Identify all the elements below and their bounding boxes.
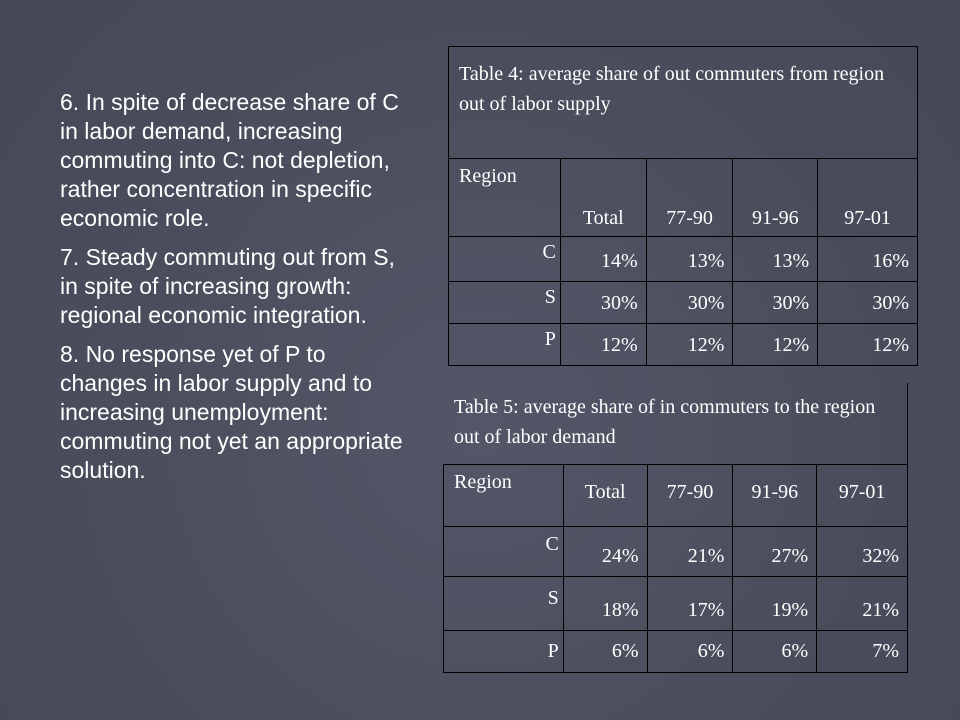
row-label: S [449,282,561,324]
table-5 [443,383,908,673]
table-5-col-header: 97-01 [817,465,908,527]
table-cell: 27% [733,527,817,577]
table-cell: 14% [560,237,646,282]
table-5-title: Table 5: average share of in commuters to the region out of labor demand [444,384,908,465]
table-5-col-header: Total [563,465,647,527]
table-row [444,577,908,631]
table-4-region-header: Region [449,159,561,237]
bullet-6: 6. In spite of decrease share of C in labor demand, increasing commuting into C: not depletion, rather concentration in specific economic role. [60,89,399,231]
table-5-col-header: 77-90 [647,465,733,527]
table-cell: 6% [647,631,733,673]
table-cell: 6% [733,631,817,673]
row-label: P [444,631,564,673]
table-cell: 7% [817,631,908,673]
table-4-col-header: 77-90 [646,159,733,237]
row-label: C [449,237,561,282]
bullet-list [60,88,410,495]
table-5-region-header: Region [444,465,564,527]
row-label: P [449,324,561,366]
table-4-title: Table 4: average share of out commuters from region out of labor supply [449,47,918,159]
table-cell: 13% [733,237,818,282]
row-label: C [444,527,564,577]
table-cell: 30% [646,282,733,324]
table-cell: 18% [563,577,647,631]
table-cell: 16% [818,237,918,282]
bullet-7: 7. Steady commuting out from S, in spite of increasing growth: regional economic integration. [60,244,395,328]
table-4-col-header: Total [560,159,646,237]
table-row [449,324,918,366]
table-5-col-header: 91-96 [733,465,817,527]
bullet-8: 8. No response yet of P to changes in labor supply and to increasing unemployment: commuting not yet an appropriate solution. [60,341,403,483]
row-label: S [444,577,564,631]
table-row [449,282,918,324]
table-cell: 12% [560,324,646,366]
table-4 [448,46,918,366]
table-cell: 13% [646,237,733,282]
table-4-col-header: 97-01 [818,159,918,237]
table-cell: 12% [733,324,818,366]
table-cell: 12% [818,324,918,366]
table-row [449,237,918,282]
table-cell: 21% [647,527,733,577]
table-cell: 17% [647,577,733,631]
table-cell: 6% [563,631,647,673]
table-cell: 24% [563,527,647,577]
table-row [444,527,908,577]
table-cell: 19% [733,577,817,631]
table-cell: 21% [817,577,908,631]
table-row [444,631,908,673]
table-cell: 32% [817,527,908,577]
table-cell: 30% [818,282,918,324]
table-cell: 12% [646,324,733,366]
table-cell: 30% [560,282,646,324]
table-4-col-header: 91-96 [733,159,818,237]
table-cell: 30% [733,282,818,324]
